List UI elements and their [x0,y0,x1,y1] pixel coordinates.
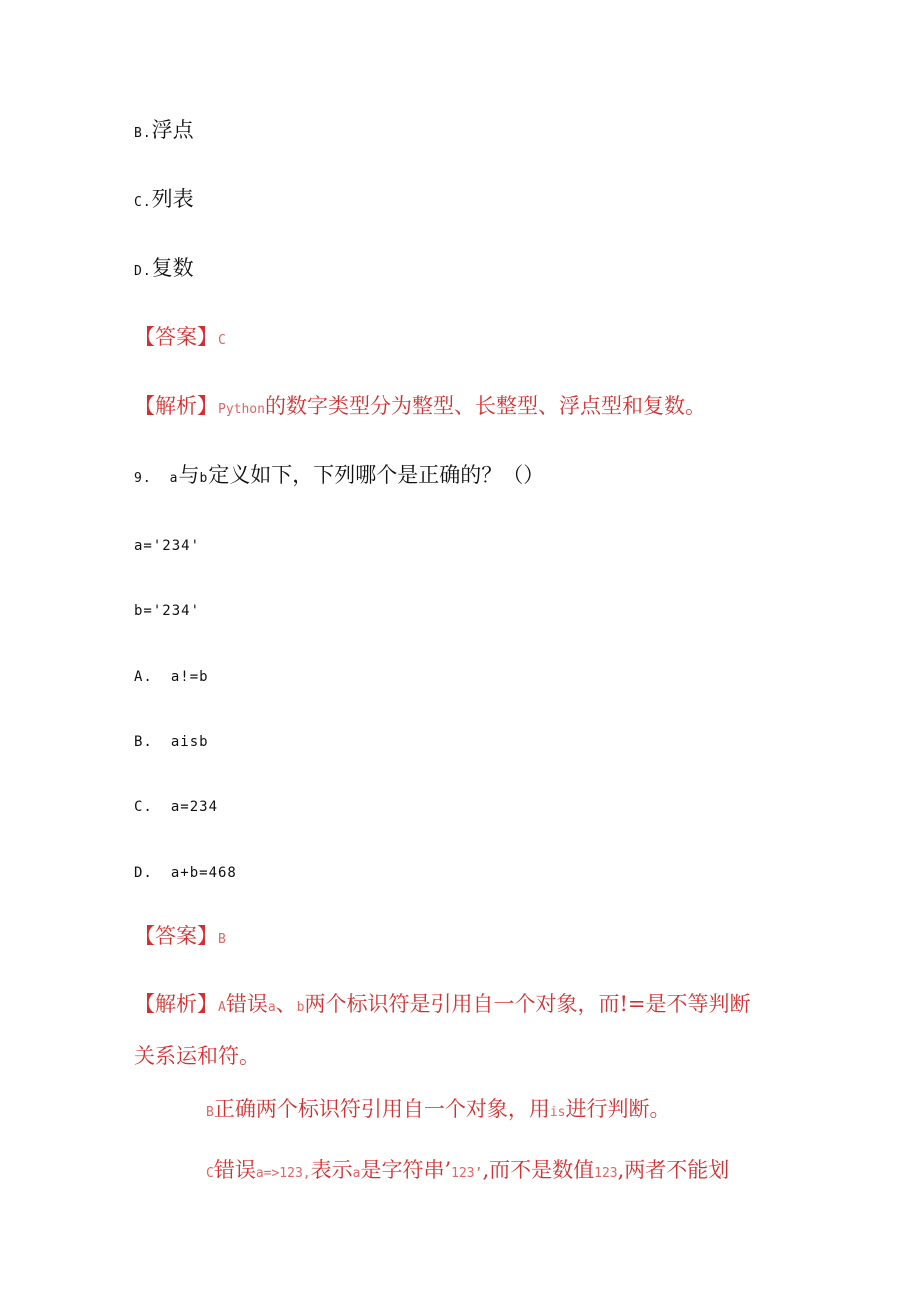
analysis-text: 、 [275,992,297,1016]
analysis-token: b [296,1000,305,1015]
analysis-token: a [352,1166,361,1181]
analysis-line [134,390,706,420]
analysis-label: 【解析】 [134,394,218,418]
answer-line [134,920,226,950]
option-letter: A. [134,669,153,685]
analysis-token: B [206,1105,214,1120]
analysis-text: ,两者不能划 [617,1158,730,1182]
code-line-b: b='234' [134,603,201,619]
analysis-label: 【解析】 [134,992,218,1016]
question-9 [134,459,544,489]
analysis-line-1 [134,988,751,1018]
analysis-token: is [549,1105,566,1120]
answer-label: 【答案】 [134,924,218,948]
analysis-token: 123’ [451,1166,483,1181]
option-d [134,865,237,881]
analysis-text: 表示 [310,1158,353,1182]
option-b [134,734,209,750]
answer-line [134,321,226,351]
answer-label: 【答案】 [134,325,218,349]
code-line-a: a='234' [134,538,201,554]
option-text: a!=b [170,669,209,685]
option-b [134,114,194,144]
option-text: 浮点 [151,118,194,142]
analysis-line-3 [206,1093,670,1123]
analysis-text: 进行判断。 [565,1097,671,1121]
analysis-text: 正确两个标识符引用自一个对象，用 [213,1097,550,1121]
option-text: a+b=468 [170,865,237,881]
option-c [134,799,218,815]
question-var-a: a [169,471,179,486]
analysis-token: 123 [594,1166,618,1181]
analysis-line-2 [134,1040,260,1070]
analysis-token: C [206,1166,214,1181]
option-letter: B. [134,734,153,750]
question-number: 9. [134,471,152,486]
question-text-mid: 与 [178,463,200,487]
analysis-text: 错误 [225,992,268,1016]
option-letter: C. [134,799,153,815]
analysis-token: A [218,1000,226,1015]
analysis-prefix: Python [218,402,265,417]
analysis-text: 两个标识符是引用自一个对象，而!=是不等判断 [304,992,751,1016]
option-text: 复数 [151,256,194,280]
option-d [134,252,194,282]
analysis-text: 是字符串’ [360,1158,452,1182]
answer-value: B [218,932,226,947]
analysis-text: 错误 [213,1158,256,1182]
analysis-text: 的数字类型分为整型、长整型、浮点型和复数。 [264,394,706,418]
option-letter: D. [134,264,152,279]
option-a [134,669,209,685]
analysis-token: a=>123, [255,1166,311,1181]
question-var-b: b [199,471,209,486]
analysis-token: a [267,1000,276,1015]
option-letter: B. [134,126,152,141]
answer-value: C [218,333,226,348]
option-letter: D. [134,865,153,881]
question-text: 定义如下，下列哪个是正确的？（） [208,463,545,487]
option-letter: C. [134,195,152,210]
analysis-text: 关系运和符。 [134,1044,260,1068]
analysis-text: ,而不是数值 [482,1158,595,1182]
option-text: 列表 [151,187,194,211]
option-text: a=234 [170,799,219,815]
option-c [134,183,194,213]
analysis-line-4 [206,1154,729,1184]
option-text: aisb [170,734,209,750]
